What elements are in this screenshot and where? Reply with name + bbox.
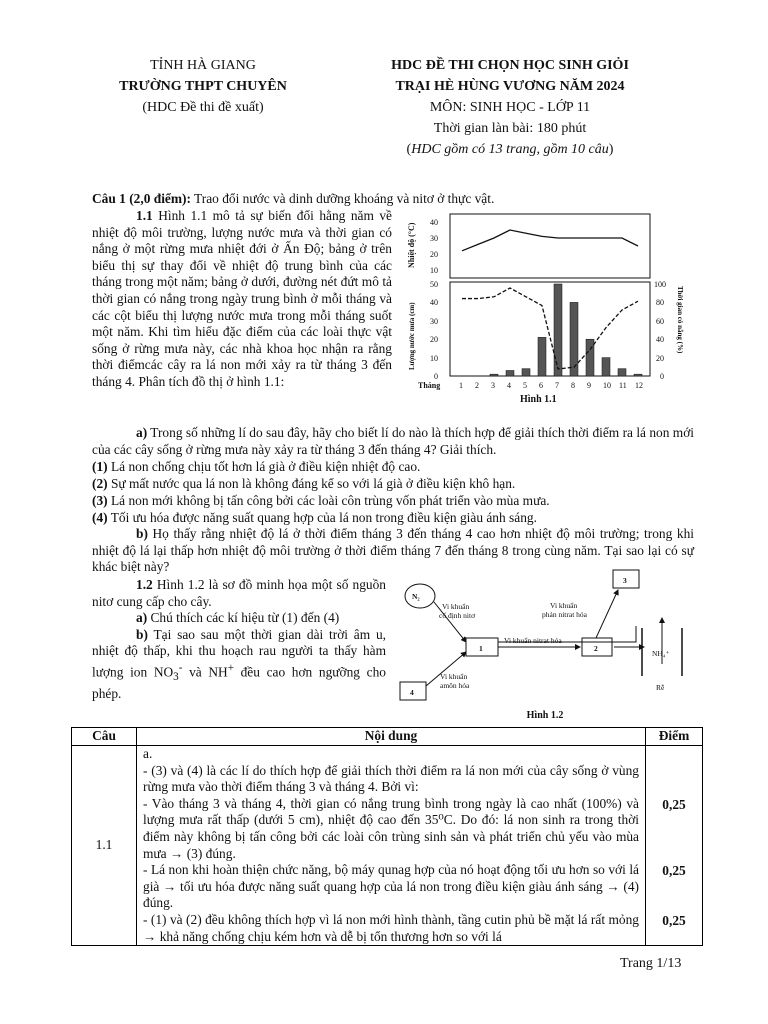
figure-1-2-caption: Hình 1.2 [526, 710, 564, 721]
node-1-label: 1 [479, 644, 483, 653]
answer-line-4: - (1) và (2) đều không thích hợp vì lá non mới hình thành, tầng cutin phủ bề mặt lá rất mỏng → khả năng chống chịu kém hơn và dễ bị tổn thương hơn so với lá [143, 911, 639, 944]
label-nitrification: Vi khuẩn nitrat hóa [504, 636, 562, 645]
month-tick-5: 5 [523, 381, 527, 390]
sunshine-axis-label: Thời gian có nắng (%) [676, 286, 684, 354]
bottom-tick-2: 30 [430, 317, 438, 326]
question-1-1-b: b) Họ thấy rằng nhiệt độ lá ở thời điểm tháng 3 đến tháng 4 cao hơn nhiệt độ môi trường; trong khi nhiệt độ lá lại thấp hơn nhiệt độ môi trường ở thời điểm tháng 7 đến tháng 8 trong cùng năm. Tại sao lại có sự khác biệt này? [92, 526, 694, 575]
answer-line-3: - Lá non khi hoàn thiện chức năng, bộ máy qunag hợp của nó hoạt động tối ưu hơn so với lá già → tối ưu hóa được năng suất quang hợp của lá non trong điều kiện giàu ánh sáng → (4) đúng. [143, 862, 639, 911]
label-denit-2: phản nitrat hóa [542, 610, 587, 619]
answer-line-2: - Vào tháng 3 và tháng 4, thời gian có nắng trung bình trong ngày là cao nhất (100%) và lượng mưa rất thấp (dưới 5 cm), nhiệt độ cao đến 35⁰C. Do đó: lá non sinh ra trong thời điểm này không bị tấn công bởi các loài côn trùng sinh sản và phát triển chủ yếu vào mùa mưa → (3) đúng. [143, 795, 639, 861]
month-tick-6: 6 [539, 381, 543, 390]
question-1-2-a: a) Chú thích các kí hiệu từ (1) đến (4) [136, 610, 340, 626]
answer-content [137, 746, 646, 946]
month-tick-11: 11 [619, 381, 627, 390]
question-1-2-text: 1.2 Hình 1.2 là sơ đồ minh họa một số nguồn nitơ cung cấp cho cây. [92, 577, 386, 609]
time-limit: Thời gian làn bài: 180 phút [433, 121, 587, 136]
month-tick-7: 7 [555, 381, 559, 390]
label-denit-1: Vi khuẩn [550, 601, 578, 610]
rain-bar-10 [602, 358, 610, 376]
answer-line-1: - (3) và (4) là các lí do thích hợp để giải thích thời điểm ra lá non mới của cây sống ở vùng rừng mưa vào thời điểm tháng 3 và tháng 4. Bởi vì: [143, 762, 639, 795]
rain-bar-3 [490, 374, 498, 376]
points-column [646, 746, 703, 946]
right-tick-5: 0 [660, 372, 664, 381]
page-number: Trang 1/13 [620, 956, 682, 971]
question-1-2 [92, 577, 386, 702]
n2-node [405, 584, 435, 608]
n2-label: N₂ [412, 592, 420, 601]
node-3-label: 3 [623, 576, 627, 585]
label-amon-2: amôn hóa [440, 681, 470, 690]
month-axis-label: Tháng [418, 381, 441, 390]
temperature-panel [450, 214, 650, 278]
month-tick-9: 9 [587, 381, 591, 390]
month-tick-1: 1 [459, 381, 463, 390]
point-1: 0,25 [662, 797, 686, 812]
option-3: (3) Lá non mới không bị tấn công bởi các loài côn trùng vốn phát triển vào mùa mưa. [92, 493, 550, 508]
answer-line-a: a. [143, 746, 153, 761]
right-tick-3: 40 [656, 335, 664, 344]
month-tick-10: 10 [603, 381, 611, 390]
top-tick-0: 40 [430, 218, 438, 227]
rain-axis-label: Lượng nước mưa (cm) [408, 302, 416, 370]
exam-note: (HDC Đề thi đề xuất) [142, 100, 264, 115]
school-name: TRƯỜNG THPT CHUYÊN [119, 79, 287, 94]
label-fix-2: cố định nitơ [439, 611, 476, 620]
bottom-tick-5: 0 [434, 372, 438, 381]
figure-1-2 [396, 566, 696, 722]
node-2-label: 2 [594, 644, 598, 653]
right-tick-1: 80 [656, 298, 664, 307]
root-label: Rễ [656, 683, 665, 692]
top-tick-1: 30 [430, 234, 438, 243]
bottom-tick-4: 10 [430, 354, 438, 363]
rain-bar-4 [506, 370, 514, 376]
node-4-label: 4 [410, 688, 414, 697]
question-1-1-a: a) Trong số những lí do sau đây, hãy cho biết lí do nào là thích hợp để giải thích thời điểm ra lá non mới của các cây sống ở rừng mưa này xảy ra từ tháng 3 đến tháng 4? Giải thích. [92, 425, 694, 457]
rain-bar-7 [554, 284, 562, 376]
rain-bar-5 [522, 369, 530, 376]
point-2: 0,25 [662, 863, 686, 878]
top-tick-2: 20 [430, 250, 438, 259]
nitrogen-diagram [396, 566, 696, 706]
question-1-1-text: 1.1 Hình 1.1 mô tả sự biến đổi hằng năm về nhiệt độ môi trường, lượng nước mưa và thời gian có nắng ở một rừng mưa nhiệt đới ở Ấn Độ; bảng ở trên biểu thị sự thay đổi về nhiệt độ trung bình của các tháng trong một năm; bảng ở dưới, đường nét đứt mô tả thời gian có nắng trong ngày trung bình ở mỗi tháng và các cột biểu thị lượng nước mưa trong mỗi tháng suốt một năm. Khi tìm hiểu đặc điểm của các loài thực vật sống ở rừng mưa này, các nhà khoa học nhận ra rằng thời điểmcác cây ra lá non mới xảy ra từ tháng 3 đến tháng 4. Phân tích đồ thị ở hình 1.1: [92, 208, 392, 389]
option-2: (2) Sự mất nước qua lá non là không đáng kể so với lá già ở điều kiện khô hạn. [92, 476, 516, 491]
temperature-axis-label: Nhiệt độ (°C) [407, 222, 416, 268]
rain-bar-6 [538, 337, 546, 376]
right-tick-0: 100 [654, 280, 666, 289]
header-noi-dung: Nội dung [137, 728, 646, 746]
right-tick-4: 20 [656, 354, 664, 363]
header-left [88, 55, 318, 118]
month-tick-2: 2 [475, 381, 479, 390]
header-diem: Điểm [646, 728, 703, 746]
bottom-tick-1: 40 [430, 298, 438, 307]
option-1: (1) Lá non chống chịu tốt hơn lá già ở điều kiện nhiệt độ cao. [92, 459, 421, 474]
question-1-title: Câu 1 (2,0 điểm): Trao đổi nước và dinh dưỡng khoáng và nitơ ở thực vật. [92, 191, 495, 206]
province: TỈNH HÀ GIANG [150, 58, 256, 73]
sunshine-line [462, 288, 638, 369]
bottom-tick-3: 20 [430, 335, 438, 344]
exam-title-2: TRẠI HÈ HÙNG VƯƠNG NĂM 2024 [395, 79, 625, 94]
rain-bar-9 [586, 339, 594, 376]
pages-note: (HDC gồm có 13 trang, gồm 10 câu) [406, 142, 614, 157]
temperature-line [462, 230, 638, 251]
figure-1-1-chart [398, 210, 688, 410]
header-cau: Câu [72, 728, 137, 746]
label-fix-1: Vi khuẩn [442, 602, 470, 611]
month-tick-8: 8 [571, 381, 575, 390]
subject: MÔN: SINH HỌC - LỚP 11 [429, 100, 591, 115]
row-label: 1.1 [72, 746, 137, 946]
exam-title-1: HDC ĐỀ THI CHỌN HỌC SINH GIỎI [391, 58, 629, 73]
bottom-tick-0: 50 [430, 280, 438, 289]
month-tick-12: 12 [635, 381, 643, 390]
point-3: 0,25 [662, 913, 686, 928]
question-1-2-b: b) Tại sao sau một thời gian dài trời âm u, nhiệt độ thấp, khi thu hoạch rau người ta thấy hàm lượng ion $NO_3^-$ và NH+ đều cao hơn ngưỡng cho phép. [92, 626, 386, 701]
figure-1-1 [398, 210, 688, 410]
rain-panel [450, 282, 650, 376]
answer-table [71, 727, 703, 946]
figure-1-1-caption: Hình 1.1 [520, 394, 557, 405]
top-tick-3: 10 [430, 266, 438, 275]
option-4: (4) Tối ưu hóa được năng suất quang hợp của lá non trong điều kiện giàu ánh sáng. [92, 510, 537, 525]
month-tick-4: 4 [507, 381, 511, 390]
right-tick-2: 60 [656, 317, 664, 326]
month-tick-3: 3 [491, 381, 495, 390]
rain-bar-11 [618, 369, 626, 376]
rain-bar-12 [634, 374, 642, 376]
header-right [345, 55, 675, 160]
nh4-label: NH₄⁺ [652, 649, 670, 658]
label-amon-1: Vi khuẩn [440, 672, 468, 681]
